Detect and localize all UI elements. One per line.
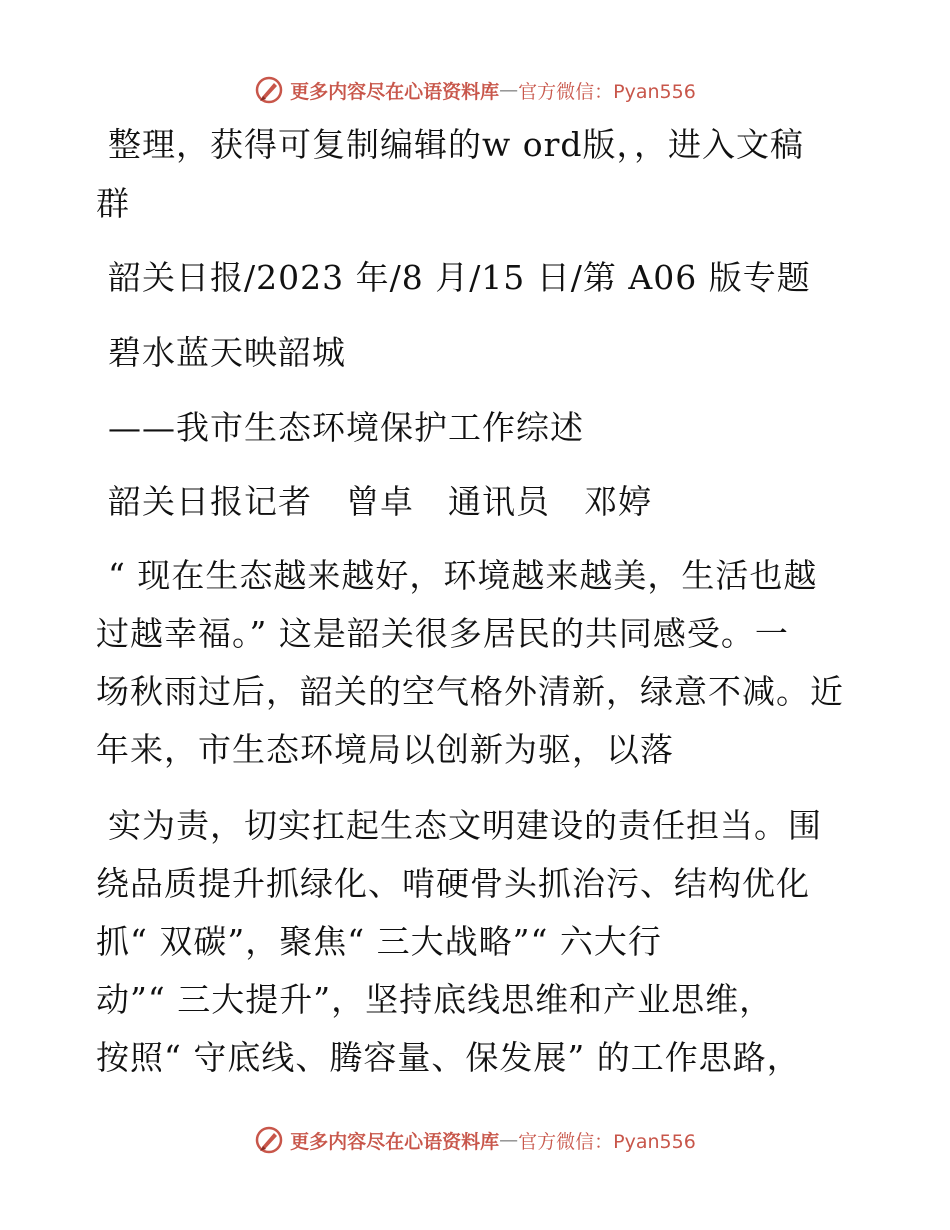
paragraph-line-1: “ 现在生态越来越好，环境越来越美，生活也越: [108, 556, 818, 595]
pen-logo-icon: [254, 1125, 284, 1155]
paragraph-line-6: 绕品质提升抓绿化、啃硬骨头抓治污、结构优化: [96, 864, 810, 903]
paragraph-line-7: 抓“ 双碳”，聚焦“ 三大战略”“ 六大行: [96, 922, 662, 961]
paragraph-line-8: 动”“ 三大提升”，坚持底线思维和产业思维，: [96, 980, 774, 1019]
paragraph-line-3: 场秋雨过后，韶关的空气格外清新，绿意不减。近: [96, 672, 844, 711]
paragraph-line-2: 过越幸福。” 这是韶关很多居民的共同感受。一: [96, 614, 789, 653]
watermark-dash: —: [499, 1129, 519, 1151]
pen-logo-icon: [254, 75, 284, 105]
text-line-1: 整理，获得可复制编辑的w ord版，，进入文稿: [108, 125, 805, 164]
watermark-main-text: 更多内容尽在心语资料库: [290, 1130, 500, 1153]
article-byline: 韶关日报记者 曾卓 通讯员 邓婷: [108, 482, 652, 521]
text-line-2: 群: [96, 184, 130, 223]
watermark-sub-text: 官方微信：Pyan556: [518, 80, 696, 103]
article-title: 碧水蓝天映韶城: [108, 333, 346, 372]
watermark-sub-text: 官方微信：Pyan556: [518, 1130, 696, 1153]
header-watermark: [0, 70, 950, 110]
paragraph-line-9: 按照“ 守底线、腾容量、保发展” 的工作思路，: [96, 1038, 801, 1077]
document-source-line: 韶关日报/2023 年/8 月/15 日/第 A06 版专题: [108, 258, 811, 297]
footer-watermark: [0, 1120, 950, 1160]
watermark-dash: —: [499, 79, 519, 101]
watermark-main-text: 更多内容尽在心语资料库: [290, 80, 500, 103]
article-subtitle: ——我市生态环境保护工作综述: [108, 408, 584, 447]
paragraph-line-4: 年来，市生态环境局以创新为驱，以落: [96, 730, 674, 769]
paragraph-line-5: 实为责，切实扛起生态文明建设的责任担当。围: [108, 806, 822, 845]
